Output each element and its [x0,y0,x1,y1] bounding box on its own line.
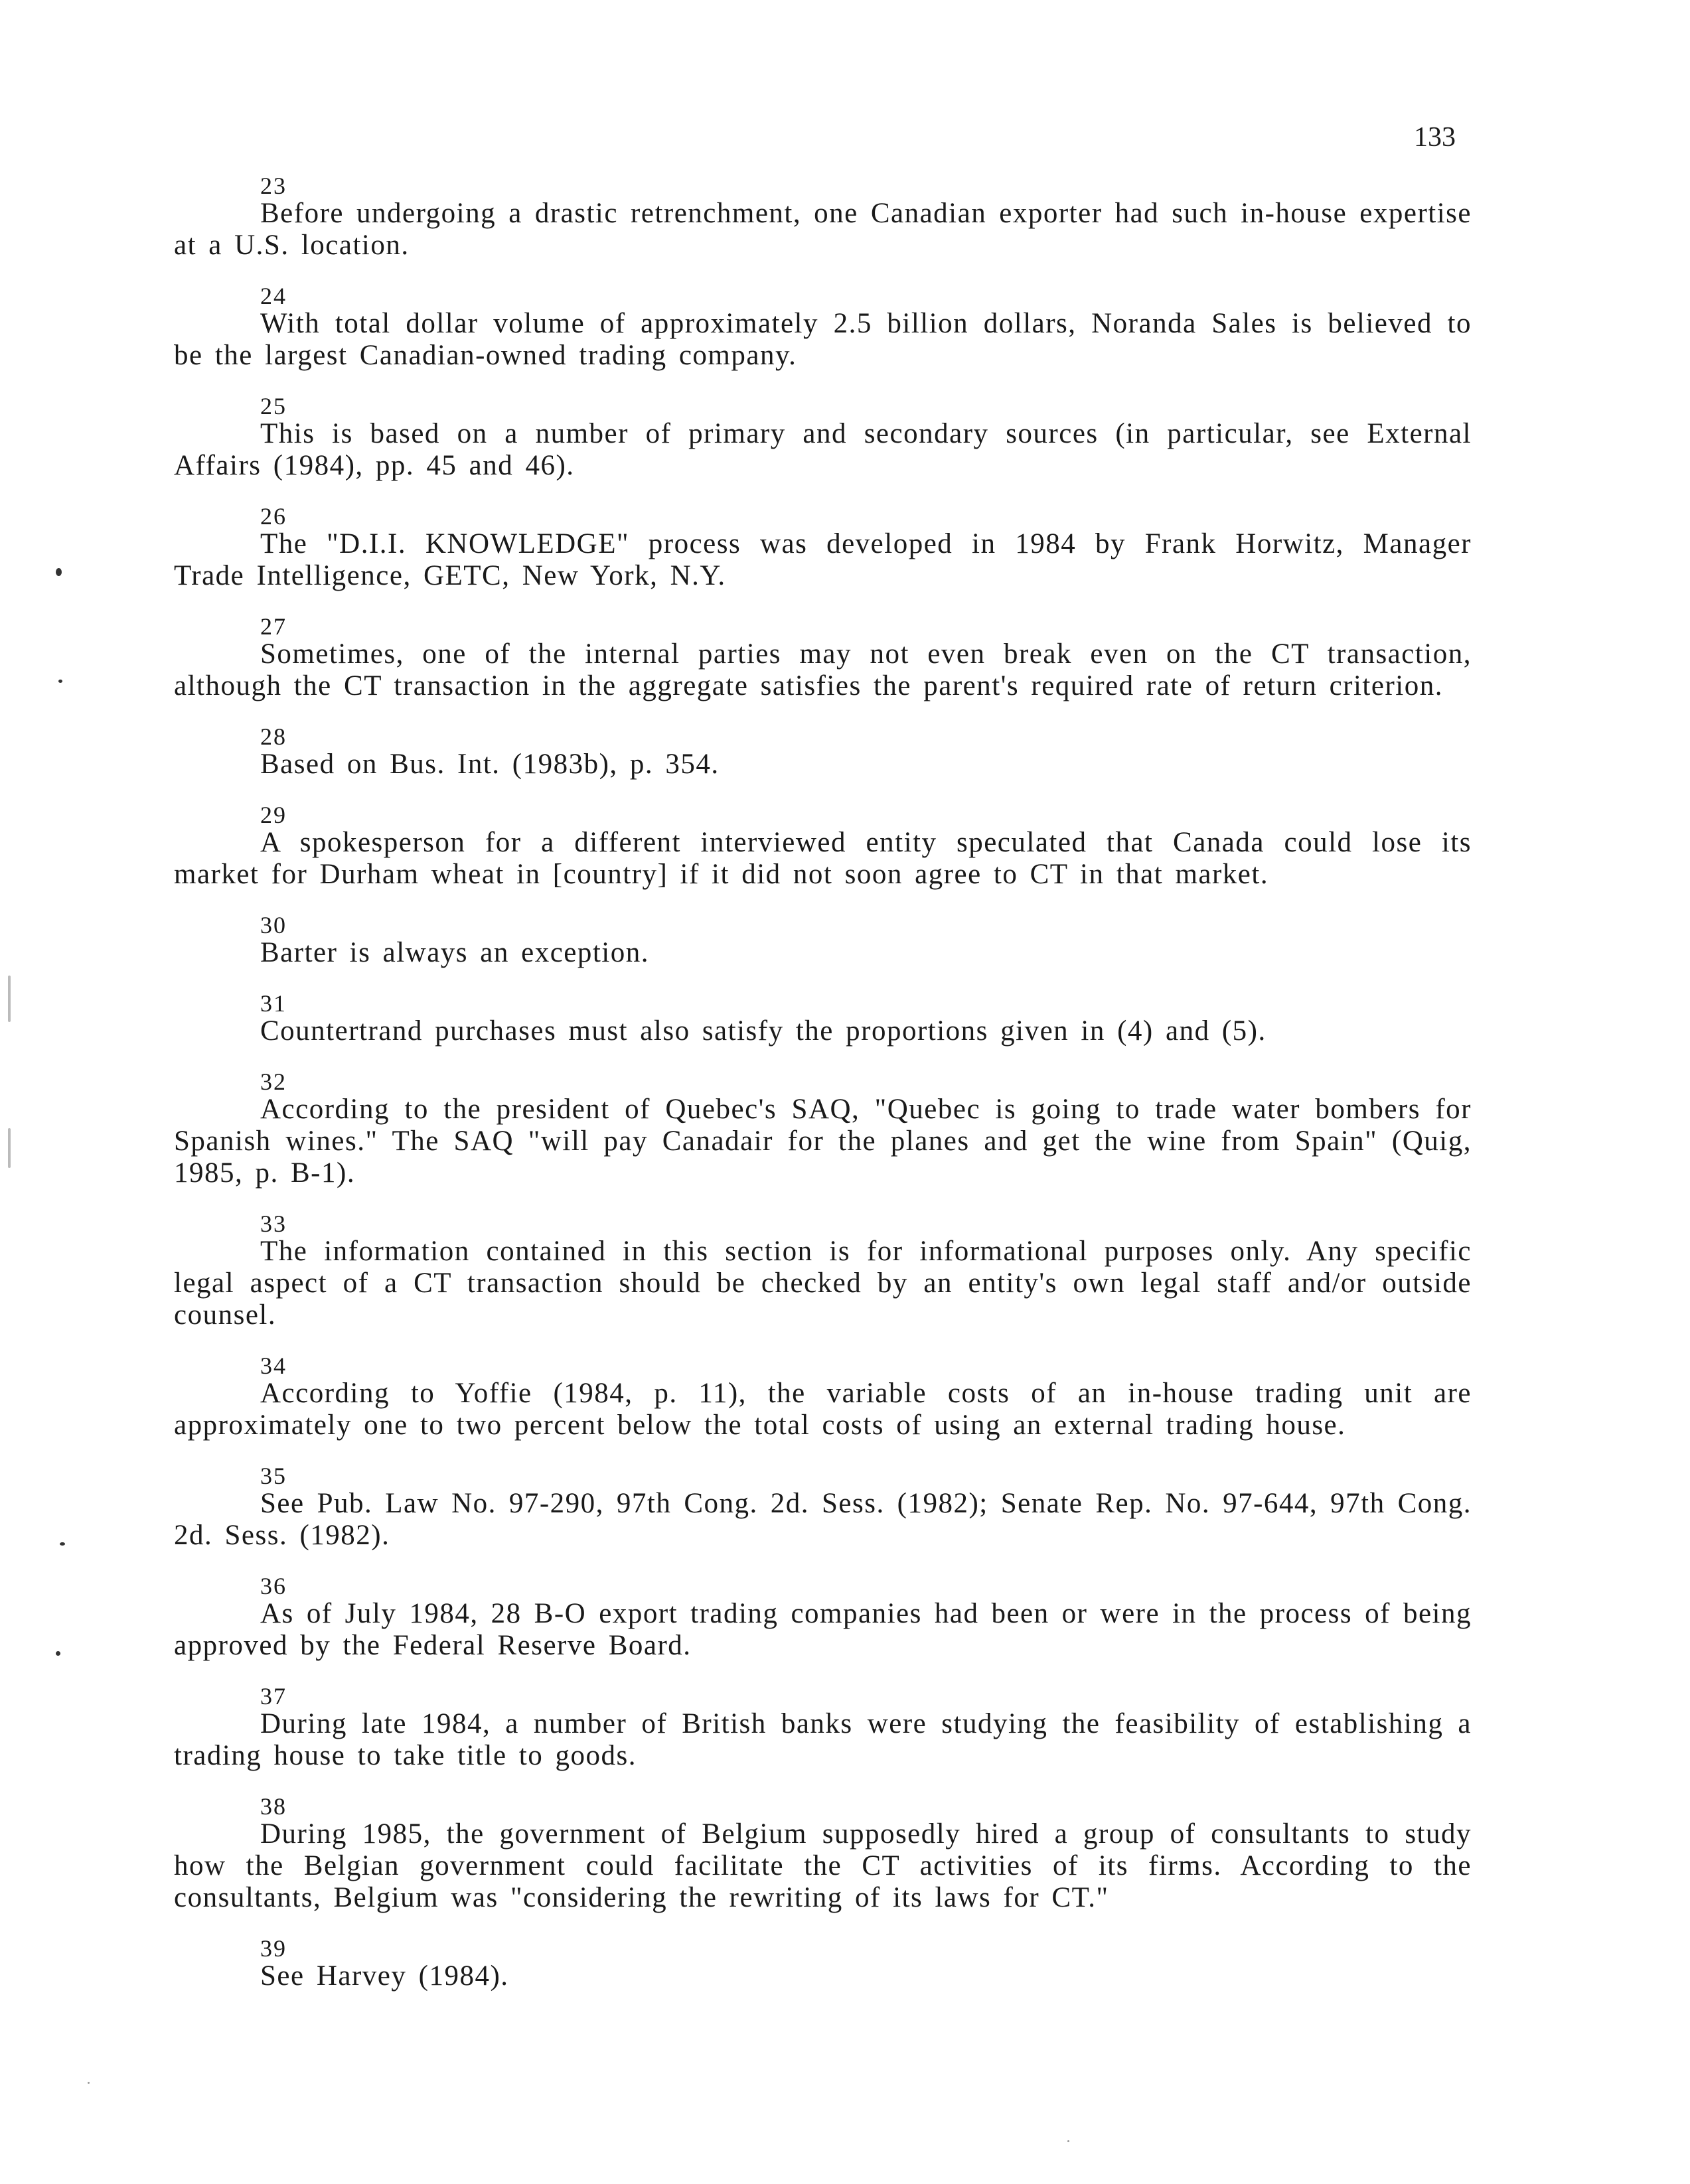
endnote-text: See Harvey (1984). [260,1960,509,1992]
endnote-text: This is based on a number of primary and secondary sources (in particular, see External Affairs (1984), pp. 45 and 46). [174,418,1472,481]
endnote-text: As of July 1984, 28 B-O export trading companies had been or were in the process of being approved by the Federal Reserve Board. [174,1598,1472,1661]
endnote-text: The information contained in this section is for informational purposes only. Any specific legal aspect of a CT transaction should be checked by an entity's own legal staff and/or outside counsel. [174,1236,1472,1331]
endnote-number: 34 [260,1352,287,1379]
endnote [174,503,1472,592]
endnote-text: The "D.I.I. KNOWLEDGE" process was developed in 1984 by Frank Horwitz, Manager Trade Intelligence, GETC, New York, N.Y. [174,528,1472,591]
endnote-text: During late 1984, a number of British banks were studying the feasibility of establishing a trading house to take title to goods. [174,1708,1472,1771]
endnote [174,990,1472,1047]
endnote-text: Before undergoing a drastic retrenchment, one Canadian exporter had such in-house expertise at a U.S. location. [174,198,1472,261]
endnote-text: With total dollar volume of approximately 2.5 billion dollars, Noranda Sales is believed to be the largest Canadian-owned trading company. [174,308,1472,371]
endnote-number: 27 [260,613,287,640]
scan-speck [8,1128,11,1168]
endnote [174,1573,1472,1662]
scan-speck [88,2082,90,2084]
endnote-number: 24 [260,283,287,309]
endnote [174,1935,1472,1992]
endnote-text: According to Yoffie (1984, p. 11), the variable costs of an in-house trading unit are approximately one to two percent below the total costs of using an external trading house. [174,1378,1472,1441]
endnote [174,393,1472,482]
endnote-number: 29 [260,802,287,828]
endnote-number: 31 [260,990,287,1017]
endnote-number: 25 [260,393,287,419]
scan-speck [58,680,62,683]
endnote [174,1210,1472,1331]
endnote-number: 23 [260,173,287,199]
endnote-text: Based on Bus. Int. (1983b), p. 354. [260,749,720,780]
page-number: 133 [1414,122,1456,153]
endnote [174,802,1472,891]
endnote-text: Countertrand purchases must also satisfy the proportions given in (4) and (5). [260,1015,1267,1047]
endnote-text: Barter is always an exception. [260,937,650,968]
scan-speck [8,976,11,1022]
endnote-text: Sometimes, one of the internal parties may not even break even on the CT transaction, although the CT transaction in the aggregate satisfies the parent's required rate of return criterion. [174,638,1472,701]
scan-speck [1067,2140,1069,2142]
endnote-number: 28 [260,723,287,750]
endnote-number: 36 [260,1573,287,1599]
endnote-text: According to the president of Quebec's SAQ, "Quebec is going to trade water bombers for Spanish wines." The SAQ "will pay Canadair for the planes and get the wine from Spain" (Quig, 1985, p. B-1). [174,1094,1472,1189]
endnote [174,1683,1472,1772]
endnote-text: A spokesperson for a different interviewed entity speculated that Canada could lose its market for Durham wheat in [country] if it did not soon agree to CT in that market. [174,827,1472,890]
scan-speck [60,1542,65,1546]
endnote-number: 38 [260,1793,287,1820]
endnote [174,1463,1472,1552]
endnote-number: 32 [260,1068,287,1095]
endnote [174,1068,1472,1189]
endnote [174,173,1472,261]
endnote-number: 33 [260,1210,287,1237]
scan-speck [56,568,62,576]
endnote-number: 26 [260,503,287,530]
endnote [174,1793,1472,1914]
endnote-text: See Pub. Law No. 97-290, 97th Cong. 2d. Sess. (1982); Senate Rep. No. 97-644, 97th Cong. 2d. Sess. (1982). [174,1488,1472,1551]
endnote [174,613,1472,702]
endnote [174,1352,1472,1441]
endnote [174,723,1472,780]
endnote-number: 39 [260,1935,287,1962]
endnote-text: During 1985, the government of Belgium supposedly hired a group of consultants to study how the Belgian government could facilitate the CT activities of its firms. According to the consultants, Belgium was "considering the rewriting of its laws for CT." [174,1818,1472,1913]
endnote [174,912,1472,969]
scan-speck [56,1651,60,1656]
endnote-number: 35 [260,1463,287,1489]
endnote-number: 30 [260,912,287,938]
endnote-number: 37 [260,1683,287,1710]
endnote [174,283,1472,372]
endnotes-list [174,173,1472,2020]
